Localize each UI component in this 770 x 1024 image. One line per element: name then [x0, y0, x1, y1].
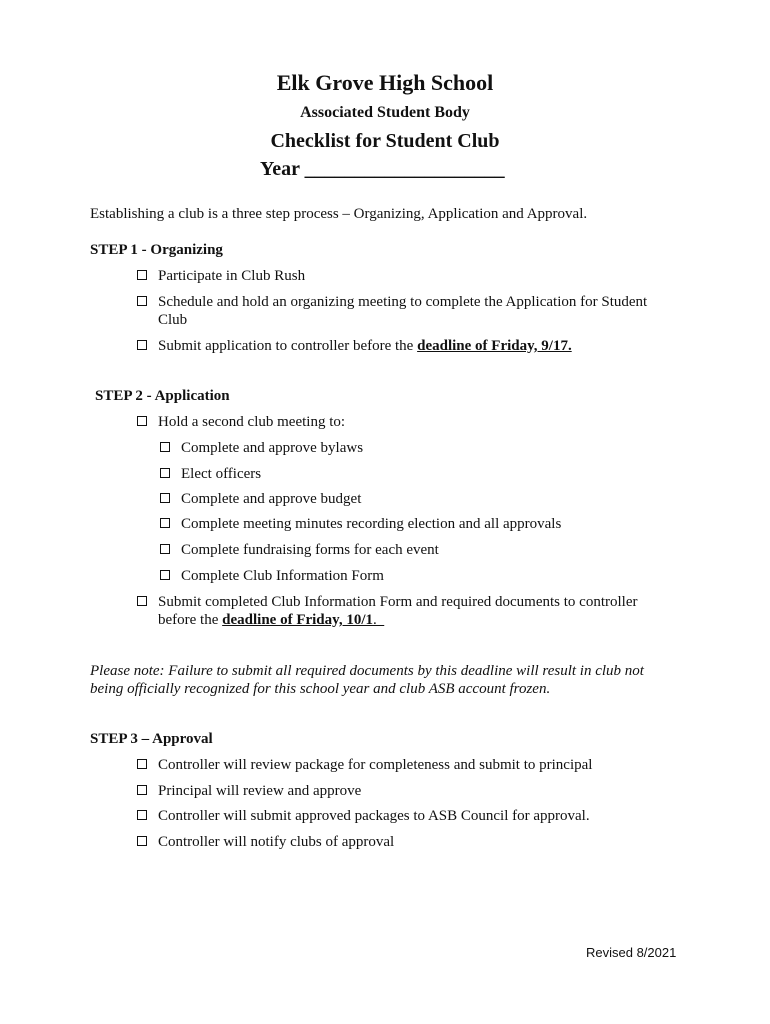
step2-heading: STEP 2 - Application [95, 388, 230, 404]
checklist-item: Participate in Club Rush [158, 268, 306, 284]
checklist-subitem: Complete Club Information Form [181, 568, 384, 584]
checklist-subitem: Complete and approve bylaws [181, 440, 364, 456]
note-line-2: being officially recognized for this school year and club ASB account frozen. [90, 681, 551, 697]
checkbox[interactable] [137, 340, 147, 350]
checkbox[interactable] [137, 810, 147, 820]
checkbox[interactable] [160, 493, 170, 503]
checklist-item: Controller will notify clubs of approval [158, 834, 395, 850]
checklist-item: Controller will review package for completeness and submit to principal [158, 757, 593, 773]
deadline-text: deadline of Friday, 9/17. [417, 338, 572, 354]
checklist-item [158, 337, 572, 355]
deadline-suffix: . [372, 612, 385, 628]
revised-date: Revised 8/2021 [586, 945, 677, 960]
checklist-item: Hold a second club meeting to: [158, 414, 346, 430]
checklist-subitem: Complete meeting minutes recording election and all approvals [181, 516, 562, 532]
checklist-item: Submit completed Club Information Form and required documents to controller [158, 594, 638, 610]
checkbox[interactable] [137, 759, 147, 769]
checkbox[interactable] [137, 416, 147, 426]
checkbox[interactable] [160, 518, 170, 528]
step1-heading: STEP 1 - Organizing [90, 242, 223, 258]
checkbox[interactable] [137, 296, 147, 306]
checklist-item-continuation [158, 611, 384, 629]
deadline-text: deadline of Friday, 10/1 [222, 612, 373, 628]
checkbox[interactable] [160, 442, 170, 452]
checklist-item: Schedule and hold an organizing meeting to complete the Application for Student [158, 294, 648, 310]
asb-subtitle: Associated Student Body [300, 104, 470, 121]
checkbox[interactable] [137, 785, 147, 795]
checkbox[interactable] [137, 596, 147, 606]
item-text: before the [158, 612, 223, 628]
checklist-item: Controller will submit approved packages to ASB Council for approval. [158, 808, 590, 824]
checklist-subitem: Complete fundraising forms for each event [181, 542, 439, 558]
checklist-subitem: Complete and approve budget [181, 491, 362, 507]
note-line-1: Please note: Failure to submit all required documents by this deadline will result in club not [90, 663, 644, 679]
step3-heading: STEP 3 – Approval [90, 731, 213, 747]
checklist-item: Principal will review and approve [158, 783, 362, 799]
checklist-item-continuation: Club [158, 312, 188, 328]
checkbox[interactable] [137, 270, 147, 280]
checkbox[interactable] [160, 544, 170, 554]
item-text: Submit application to controller before the [158, 338, 418, 354]
checklist-title: Checklist for Student Club [270, 130, 500, 152]
checkbox[interactable] [137, 836, 147, 846]
checkbox[interactable] [160, 468, 170, 478]
year-field: Year ____________________ [260, 158, 505, 180]
checklist-subitem: Elect officers [181, 466, 262, 482]
checkbox[interactable] [160, 570, 170, 580]
intro-text: Establishing a club is a three step process – Organizing, Application and Approval. [90, 206, 588, 222]
school-title: Elk Grove High School [276, 70, 494, 95]
